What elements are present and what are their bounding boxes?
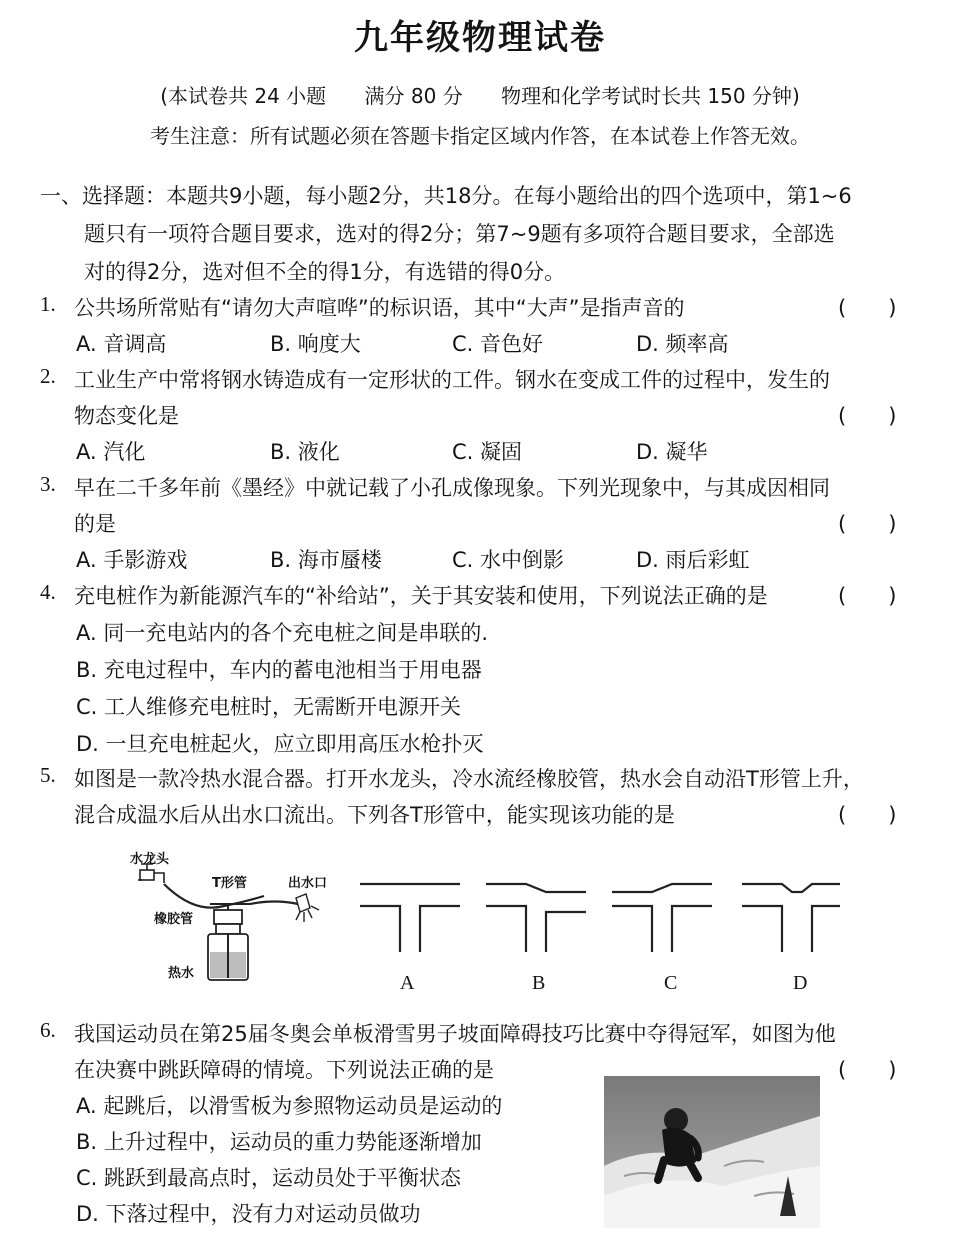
question-number: 6. bbox=[40, 1018, 56, 1042]
label-faucet: 水龙头 bbox=[130, 852, 170, 867]
option-d: D. 一旦充电桩起火，应立即用高压水枪扑灭 bbox=[76, 732, 484, 756]
t-pipe-choice-b bbox=[486, 884, 586, 952]
question-number: 3. bbox=[40, 472, 56, 496]
section-instruction-line: 题只有一项符合题目要求，选对的得2分；第7~9题有多项符合题目要求，全部选 bbox=[84, 222, 835, 246]
option-d: D. 凝华 bbox=[636, 440, 708, 464]
option-b: B. 海市蜃楼 bbox=[270, 548, 382, 572]
choice-label-c: C bbox=[664, 972, 678, 994]
option-d: D. 下落过程中，没有力对运动员做功 bbox=[76, 1202, 421, 1226]
question-number: 2. bbox=[40, 364, 56, 388]
option-d: D. 雨后彩虹 bbox=[636, 548, 750, 572]
question-text: 的是 bbox=[74, 512, 116, 536]
answer-bracket: ( ) bbox=[838, 803, 897, 827]
question-text: 我国运动员在第25届冬奥会单板滑雪男子坡面障碍技巧比赛中夺得冠军，如图为他 bbox=[74, 1022, 836, 1046]
answer-bracket: ( ) bbox=[838, 404, 897, 428]
label-t-pipe: T形管 bbox=[212, 876, 247, 891]
question-text: 工业生产中常将钢水铸造成有一定形状的工件。钢水在变成工件的过程中，发生的 bbox=[74, 368, 830, 392]
option-c: C. 工人维修充电桩时，无需断开电源开关 bbox=[76, 695, 462, 719]
label-rubber-tube: 橡胶管 bbox=[154, 912, 194, 927]
option-a: A. 起跳后，以滑雪板为参照物运动员是运动的 bbox=[76, 1094, 503, 1118]
meta-duration: 物理和化学考试时长共 150 分钟) bbox=[501, 84, 800, 108]
question-text: 混合成温水后从出水口流出。下列各T形管中，能实现该功能的是 bbox=[74, 803, 675, 827]
label-outlet: 出水口 bbox=[288, 876, 328, 891]
option-a: A. 音调高 bbox=[76, 332, 167, 356]
t-pipe-choice-a bbox=[360, 884, 460, 952]
option-d: D. 频率高 bbox=[636, 332, 729, 356]
t-pipe-choices bbox=[350, 872, 850, 962]
option-b: B. 液化 bbox=[270, 440, 340, 464]
option-c: C. 凝固 bbox=[452, 440, 523, 464]
question-text: 在决赛中跳跃障碍的情境。下列说法正确的是 bbox=[74, 1058, 494, 1082]
choice-label-a: A bbox=[400, 972, 415, 994]
question-number: 4. bbox=[40, 580, 56, 604]
choice-label-d: D bbox=[793, 972, 808, 994]
option-c: C. 跳跃到最高点时，运动员处于平衡状态 bbox=[76, 1166, 462, 1190]
question-text: 充电桩作为新能源汽车的“补给站”，关于其安装和使用，下列说法正确的是 bbox=[74, 584, 768, 608]
exam-notice: 考生注意：所有试题必须在答题卡指定区域内作答，在本试卷上作答无效。 bbox=[150, 124, 810, 148]
outlet-tube bbox=[250, 902, 298, 905]
option-b: B. 充电过程中，车内的蓄电池相当于用电器 bbox=[76, 658, 482, 682]
question-text: 公共场所常贴有“请勿大声喧哗”的标识语，其中“大声”是指声音的 bbox=[74, 296, 685, 320]
answer-bracket: ( ) bbox=[838, 584, 897, 608]
question-text: 物态变化是 bbox=[74, 404, 179, 428]
meta-question-count: (本试卷共 24 小题 bbox=[160, 84, 327, 108]
question-text: 如图是一款冷热水混合器。打开水龙头，冷水流经橡胶管，热水会自动沿T形管上升， bbox=[74, 767, 864, 791]
answer-bracket: ( ) bbox=[838, 296, 897, 320]
section-instruction-line: 对的得2分，选对但不全的得1分，有选错的得0分。 bbox=[84, 260, 566, 284]
answer-bracket: ( ) bbox=[838, 1058, 897, 1082]
label-hot-water: 热水 bbox=[168, 966, 195, 981]
option-a: A. 同一充电站内的各个充电桩之间是串联的. bbox=[76, 621, 489, 645]
option-c: C. 水中倒影 bbox=[452, 548, 565, 572]
question-number: 1. bbox=[40, 292, 56, 316]
option-a: A. 汽化 bbox=[76, 440, 146, 464]
meta-full-score: 满分 80 分 bbox=[364, 84, 463, 108]
t-pipe-choice-c bbox=[612, 884, 712, 952]
section-instruction-line: 一、选择题：本题共9小题，每小题2分，共18分。在每小题给出的四个选项中，第1~6 bbox=[40, 184, 852, 208]
question-text: 早在二千多年前《墨经》中就记载了小孔成像现象。下列光现象中，与其成因相同 bbox=[74, 476, 830, 500]
sprinkler-icon bbox=[296, 894, 319, 922]
exam-meta bbox=[0, 80, 960, 109]
choice-label-b: B bbox=[532, 972, 546, 994]
option-c: C. 音色好 bbox=[452, 332, 544, 356]
question-number: 5. bbox=[40, 763, 56, 787]
page-title: 九年级物理试卷 bbox=[354, 18, 606, 58]
option-b: B. 响度大 bbox=[270, 332, 361, 356]
answer-bracket: ( ) bbox=[838, 512, 897, 536]
snowboard-photo bbox=[604, 1076, 820, 1228]
option-b: B. 上升过程中，运动员的重力势能逐渐增加 bbox=[76, 1130, 482, 1154]
option-a: A. 手影游戏 bbox=[76, 548, 188, 572]
t-pipe-choice-d bbox=[742, 884, 840, 952]
hot-water-bottle bbox=[208, 910, 248, 980]
